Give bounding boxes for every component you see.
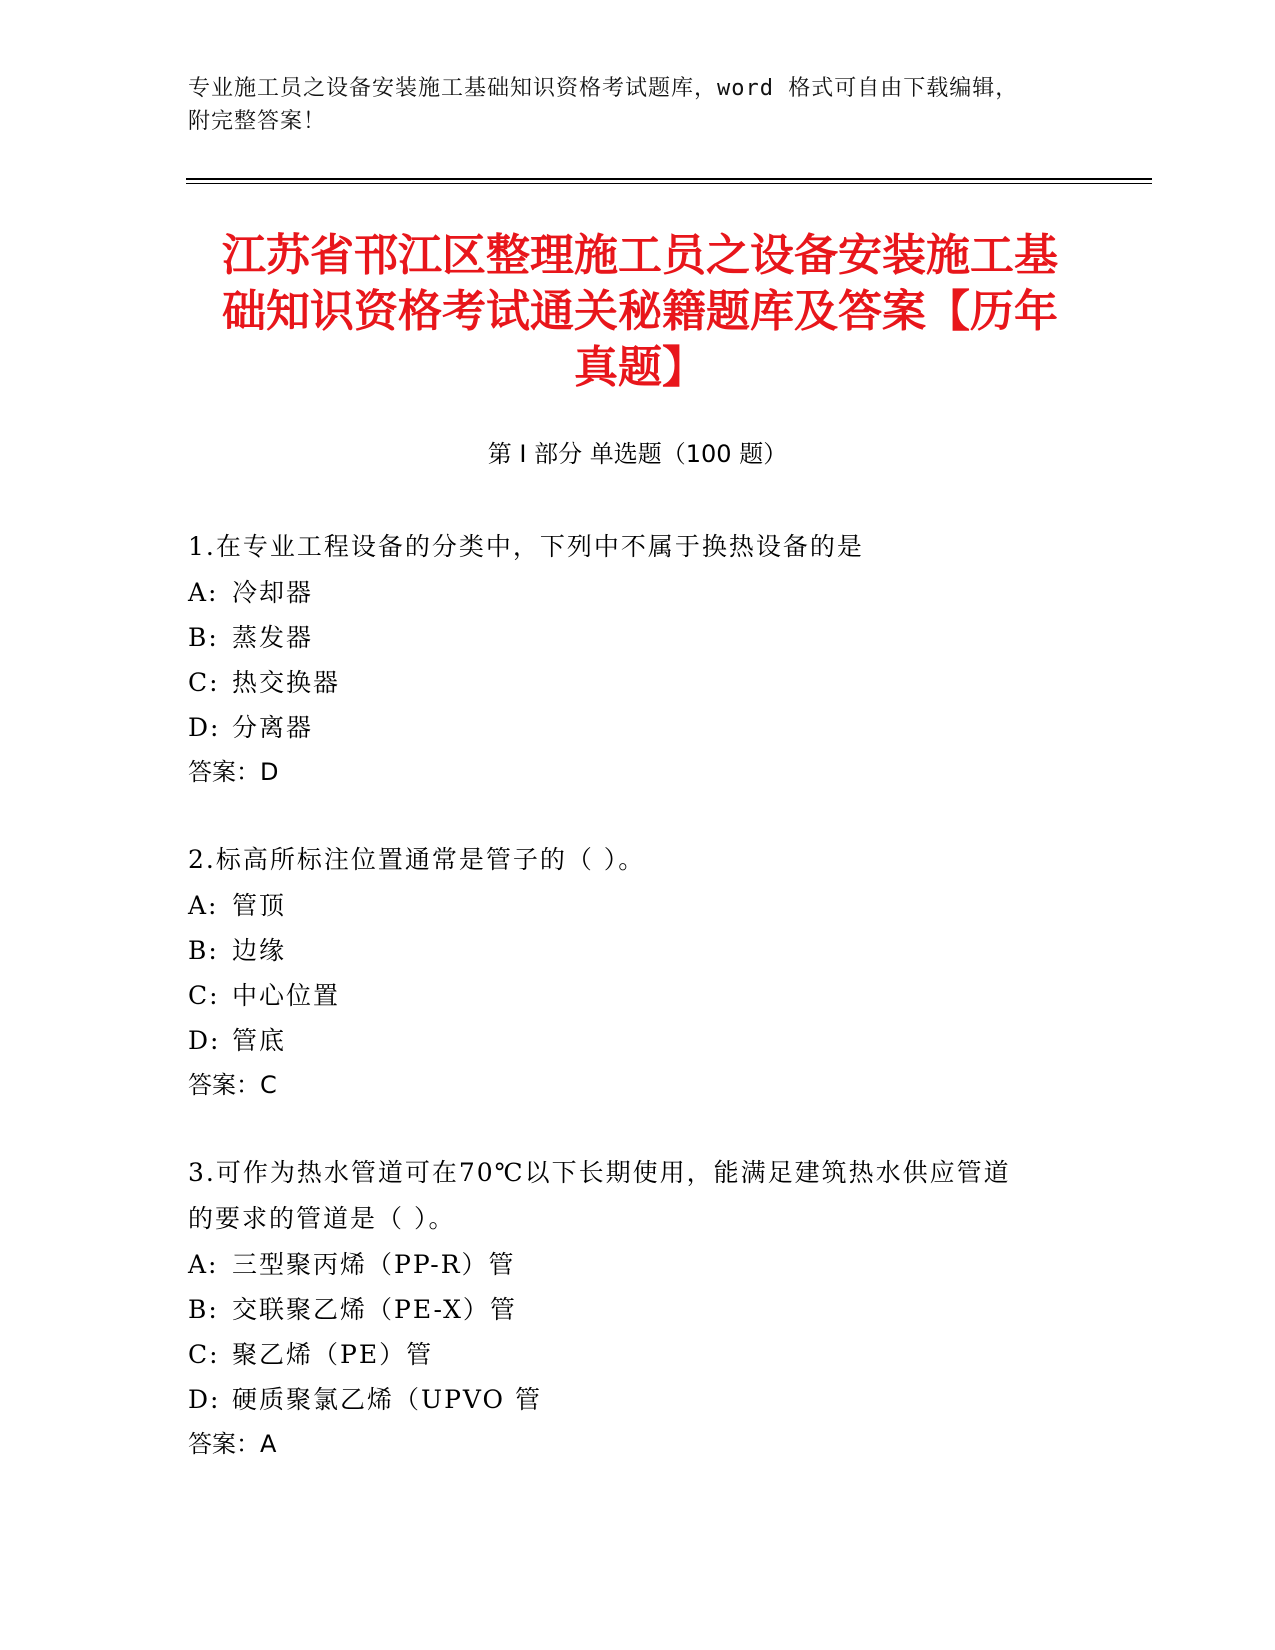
option-text: 管底 <box>232 1026 287 1055</box>
document-title <box>190 228 1090 396</box>
option-label: D: <box>188 1026 221 1055</box>
option-a <box>188 570 1088 615</box>
header-note <box>188 72 1088 138</box>
option-text: 蒸发器 <box>232 623 314 652</box>
option-c <box>188 973 1088 1018</box>
option-label: C: <box>188 981 220 1010</box>
option-text: 管顶 <box>232 891 287 920</box>
question-list <box>188 524 1088 1509</box>
option-b <box>188 615 1088 660</box>
question-stem-line-2: 的要求的管道是（ ）。 <box>188 1204 456 1233</box>
option-label: B: <box>188 1295 219 1324</box>
option-label: B: <box>188 936 219 965</box>
option-text: 三型聚丙烯（PP-R）管 <box>232 1250 516 1279</box>
option-text: 硬质聚氯乙烯（UPVO 管 <box>232 1385 542 1414</box>
option-text: 聚乙烯（PE）管 <box>232 1340 434 1369</box>
question-3 <box>188 1150 1088 1467</box>
option-label: A: <box>188 578 219 607</box>
option-a <box>188 1242 1088 1287</box>
option-label: B: <box>188 623 219 652</box>
option-label: C: <box>188 668 220 697</box>
option-text: 冷却器 <box>232 578 314 607</box>
option-label: A: <box>188 1250 219 1279</box>
option-text: 热交换器 <box>232 668 341 697</box>
question-2 <box>188 837 1088 1108</box>
option-c <box>188 1332 1088 1377</box>
title-line-2: 础知识资格考试通关秘籍题库及答案【历年 <box>222 286 1058 337</box>
question-stem: 1.在专业工程设备的分类中，下列中不属于换热设备的是 <box>188 532 864 561</box>
option-text: 交联聚乙烯（PE-X）管 <box>232 1295 517 1324</box>
header-divider-thick <box>186 178 1152 180</box>
option-label: C: <box>188 1340 220 1369</box>
question-1 <box>188 524 1088 795</box>
option-a <box>188 883 1088 928</box>
answer: 答案：C <box>188 1071 277 1099</box>
header-note-line-1: 专业施工员之设备安装施工基础知识资格考试题库，word 格式可自由下载编辑， <box>188 76 1019 101</box>
option-d <box>188 705 1088 750</box>
header-divider-thin <box>186 183 1152 184</box>
option-d <box>188 1377 1088 1422</box>
option-c <box>188 660 1088 705</box>
option-text: 边缘 <box>232 936 287 965</box>
answer: 答案：A <box>188 1430 277 1458</box>
header-note-line-2: 附完整答案！ <box>188 109 327 134</box>
option-text: 中心位置 <box>232 981 341 1010</box>
option-b <box>188 1287 1088 1332</box>
option-label: D: <box>188 713 221 742</box>
title-line-3: 真题】 <box>574 342 706 393</box>
title-line-1: 江苏省邗江区整理施工员之设备安装施工基 <box>222 230 1058 281</box>
answer: 答案：D <box>188 758 279 786</box>
option-d <box>188 1018 1088 1063</box>
option-b <box>188 928 1088 973</box>
option-label: D: <box>188 1385 221 1414</box>
section-heading: 第 I 部分 单选题（100 题） <box>487 440 788 468</box>
question-stem: 2.标高所标注位置通常是管子的（ ）。 <box>188 845 646 874</box>
option-label: A: <box>188 891 219 920</box>
question-stem-line-1: 3.可作为热水管道可在70℃以下长期使用，能满足建筑热水供应管道 <box>188 1158 1011 1187</box>
option-text: 分离器 <box>232 713 314 742</box>
